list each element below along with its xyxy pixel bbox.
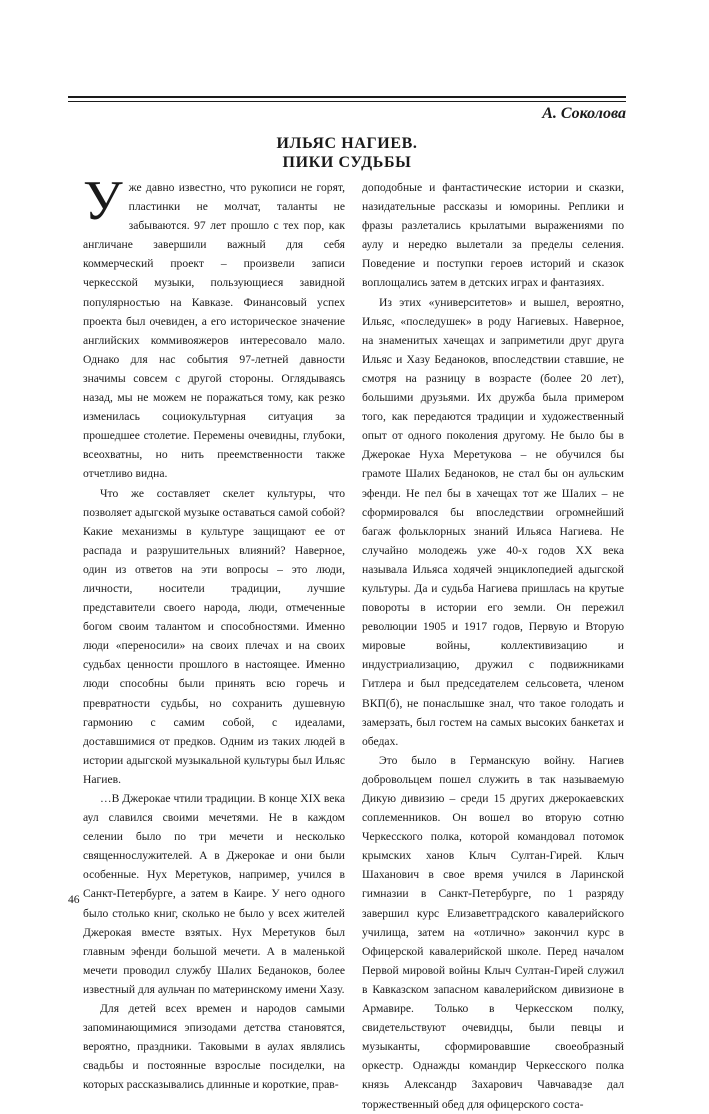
paragraph: Это было в Германскую войну. Нагиев добровольцем пошел служить в так называемую Дикую дивизию – среди 15 других джерокаевских соплеменников. Он вошел во вторую сотню Черкесского полка, которой командовал потомок крымских ханов Клыч Султан-Гирей. Клыч Шаханович в свое время учился в Ларинской гимназии в Санкт-Петербурге, по 1 разряду завершил курс Елизаветградского кавалерийского училища, затем на «отлично» закончил курс в Офицерской кавалерийской школе. Перед началом Первой мировой войны Клыч Султан-Гирей служил в Кавказском запасном кавалерийском дивизионе в Армавире. Только в Черкесском полку, свидетельствуют очевидцы, были певцы и музыканты, сформировавшие своеобразный оркестр. Однажды командир Черкесского полка князь Александр Захарович Чавчавадзе дал торжественный обед для офицерского соста- <box>362 753 624 1111</box>
paragraph: Из этих «университетов» и вышел, вероятно, Ильяс, «последушек» в роду Нагиевых. Наверное, на знаменитых хачещах и заприметили друг друга Ильяс и Хазу Беданоков, впоследствии ставшие, не смотря на разницу в возрасте (более 20 лет), большими друзьями. Их дружба была примером того, как передаются традиции и художественный опыт от одного поколения другому. Не было бы в Джерокае Нуха Меретукова – не обучился бы грамоте Шалих Беданоков, не стал бы он аульским эфенди. Не пел бы в хачещах тот же Шалих – не сформировался бы впоследствии огромнейший багаж фольклорных знаний Ильяса Нагиева. Не случайно молодежь уже 40-х годов XX века называла Ильяса ходячей энциклопедией адыгской культуры. Да и судьба Нагиева пришлась на крутые повороты в истории его земли. Он пережил революции 1905 и 1917 годов, Первую и Вторую мировые войны, коллективизацию и индустриализацию, дружил с подвижниками Гитлера и был председателем сельсовета, членом ВКП(б), не понаслышке знал, что такое голодать и замерзать, был гостем на самых высоких банкетах и обедах. <box>362 295 624 748</box>
drop-cap: У <box>83 170 123 232</box>
paragraph: Что же составляет скелет культуры, что позволяет адыгской музыке оставаться самой собой? Какие механизмы в культуре защищают ее от распада и разрушительных влияний? Наверное, один из ответов на эти вопросы – это люди, личности, носители традиции, лучшие представители своего народа, люди, отмеченные богом своим талантом и способностями. Именно люди «переносили» на своих плечах и на своих судьбах ценности прошлого в настоящее. Именно люди способны были принять всю горечь и превратности судьбы, но сохранить душевную гармонию с самим собой, с идеалами, доставшимися от предков. Одним из таких людей в истории адыгской музыкальной культуры был Ильяс Нагиев. <box>83 486 345 786</box>
title-line-2: ПИКИ СУДЬБЫ <box>282 154 412 171</box>
paragraph-text: же давно известно, что рукописи не горят, пластинки не молчат, таланты не забываются. 97 лет прошло с тех пор, как англичане завершили важный для себя коммерческий проект – произвели записи черкесской музыки, пользующиеся завидной популярностью на Кавказе. Финансовый успех проекта был очевиден, а его историческое значение английских коммивояжеров интересовало мало. Однако для нас события 97-летней давности значимы совсем с другой стороны. Оглядываясь назад, мы не можем не поражаться тому, как резко изменилась социокультурная ситуация за прошедшее столетие. Перемены очевидны, глубоки, всеохватны, но нить преемственности также отчетливо видна. <box>83 181 345 481</box>
page-number: 46 <box>68 893 80 906</box>
left-column <box>83 170 345 1095</box>
paragraph: Для детей всех времен и народов самыми запоминающимися эпизодами детства становятся, вероятно, праздники. Таковыми в аулах являлись свадьбы и постоянные взрослые посиделки, на которых рассказывались длинные и короткие, прав- <box>83 1002 345 1092</box>
paragraph: доподобные и фантастические истории и сказки, назидательные рассказы и юморины. Реплики и фразы разлетались крылатыми выражениями по аулу и нередко вылетали за пределы селения. Поведение и поступки героев историй и сказок воплощались затем в детских играх и фантазиях. <box>362 181 624 290</box>
paragraph <box>83 170 345 484</box>
header-rule-thick <box>68 96 626 98</box>
header-rule-thin <box>68 101 626 102</box>
title-line-1: ИЛЬЯС НАГИЕВ. <box>276 135 418 152</box>
running-header-author: А. Соколова <box>542 105 626 122</box>
right-column <box>362 178 624 1114</box>
article-title <box>68 134 626 172</box>
paragraph: …В Джерокае чтили традиции. В конце XIX века аул славился своими мечетями. Не в каждом селении было по три мечети и несколько священнослужителей. А в Джерокае и они были особенные. Нух Меретуков, например, учился в Санкт-Петербурге, а затем в Каире. У него одного было столько книг, сколько не было у всех жителей Джерокая вместе взятых. Нух Меретуков был главным эфенди большой мечети. А в маленькой мечети проводил службу Шалих Беданоков, более известный для аульчан по материнскому имени Хазу. <box>83 792 345 996</box>
